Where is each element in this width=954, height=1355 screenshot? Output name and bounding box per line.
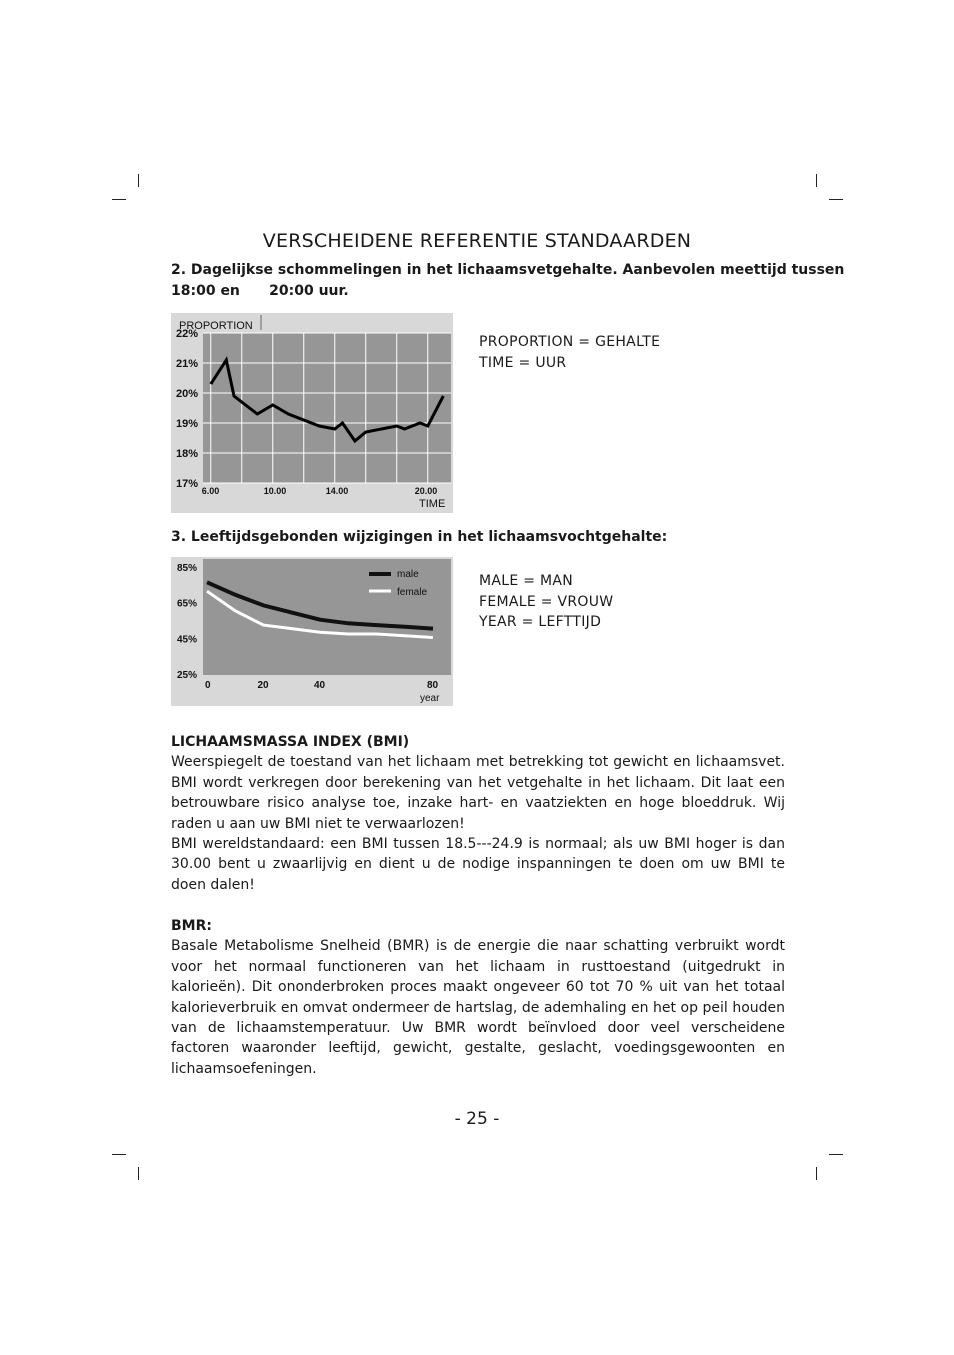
section-heading-line: 18:00 en 20:00 uur. <box>171 283 349 299</box>
chart1-legend-notes <box>479 332 660 373</box>
x-tick-label: 80 <box>427 680 439 691</box>
x-tick-label: 6.00 <box>201 486 220 496</box>
crop-mark <box>138 1167 139 1180</box>
plot-area <box>203 333 451 483</box>
y-tick-label: 19% <box>176 418 199 430</box>
x-axis-title: year <box>420 693 440 704</box>
crop-mark <box>112 199 126 200</box>
crop-mark <box>829 1154 843 1155</box>
y-tick-label: 22% <box>176 328 199 340</box>
water-proportion-chart <box>171 557 453 706</box>
x-tick-label: 20 <box>257 680 269 691</box>
bmi-paragraph: Weerspiegelt de toestand van het lichaam met betrekking tot gewicht en lichaamsvet. BMI wordt verkregen door berekening van het vetgehalte in het lichaam. Dit laat een betrouwbare risico analyse toe, inzake hart- en vaatziekten en hoge bloeddruk. Wij raden u aan uw BMI niet te verwaarlozen! <box>171 754 785 832</box>
note-line: PROPORTION = GEHALTE <box>479 334 661 350</box>
section-heading-water: 3. Leeftijdsgebonden wijzigingen in het lichaamsvochtgehalte: <box>171 529 668 545</box>
x-tick-label: 14.00 <box>325 486 349 496</box>
legend-male-label: male <box>397 569 419 580</box>
y-tick-label: 45% <box>177 634 198 646</box>
note-line: YEAR = LEFTTIJD <box>479 614 602 630</box>
bmi-heading: LICHAAMSMASSA INDEX (BMI) <box>171 734 410 750</box>
note-line: MALE = MAN <box>479 573 574 589</box>
note-line: FEMALE = VROUW <box>479 593 614 610</box>
x-tick-label: 10.00 <box>263 486 287 496</box>
crop-mark <box>816 174 817 187</box>
section-heading-fat <box>171 260 845 302</box>
crop-mark <box>138 174 139 187</box>
bmi-standard-paragraph: BMI wereldstandaard: een BMI tussen 18.5---24.9 is normaal; als uw BMI hoger is dan 30.00 bent u zwaarlijvig en dient u de nodige inspanningen te doen om uw BMI te doen dalen! <box>171 836 785 893</box>
x-tick-label: 40 <box>314 680 326 691</box>
bmi-section <box>171 732 785 895</box>
crop-mark <box>112 1154 126 1155</box>
x-tick-label: 20.00 <box>414 486 438 496</box>
crop-mark <box>816 1167 817 1180</box>
y-tick-label: 25% <box>177 670 198 681</box>
section-heading-line: 2. Dagelijkse schommelingen in het lichaamsvetgehalte. Aanbevolen meettijd tussen <box>171 262 845 278</box>
page-number: - 25 - <box>454 1109 500 1129</box>
y-tick-label: 18% <box>176 448 199 460</box>
y-tick-label: 85% <box>177 563 198 574</box>
y-tick-label: 20% <box>176 388 199 400</box>
note-line: TIME = UUR <box>479 354 567 371</box>
x-tick-label: 0 <box>205 680 211 691</box>
crop-mark <box>829 199 843 200</box>
fat-proportion-chart <box>171 313 453 513</box>
bmr-section <box>171 916 785 1079</box>
bmr-heading: BMR: <box>171 918 212 934</box>
y-tick-label: 65% <box>177 598 198 610</box>
chart-title: PROPORTION <box>179 320 253 332</box>
y-tick-label: 21% <box>176 358 199 370</box>
legend-female-label: female <box>397 587 428 598</box>
chart2-legend-notes <box>479 571 613 633</box>
bmr-paragraph: Basale Metabolisme Snelheid (BMR) is de energie die naar schatting verbruikt wordt voor het normaal functioneren van het lichaam in rusttoestand (uitgedrukt in kalorieën). Dit ononderbroken proces maakt ongeveer 60 tot 70 % uit van het totaal kalorieverbruik en omvat ondermeer de hartslag, de ademhaling en het op peil houden van de lichaamstemperatuur. Uw BMR wordt beïnvloed door veel verscheidene factoren waaronder leeftijd, gewicht, gestalte, geslacht, voedingsgewoonten en lichaamsoefeningen. <box>171 938 785 1077</box>
x-axis-title: TIME <box>419 498 446 510</box>
page-title: VERSCHEIDENE REFERENTIE STANDAARDEN <box>262 230 692 252</box>
y-tick-label: 17% <box>176 478 199 490</box>
